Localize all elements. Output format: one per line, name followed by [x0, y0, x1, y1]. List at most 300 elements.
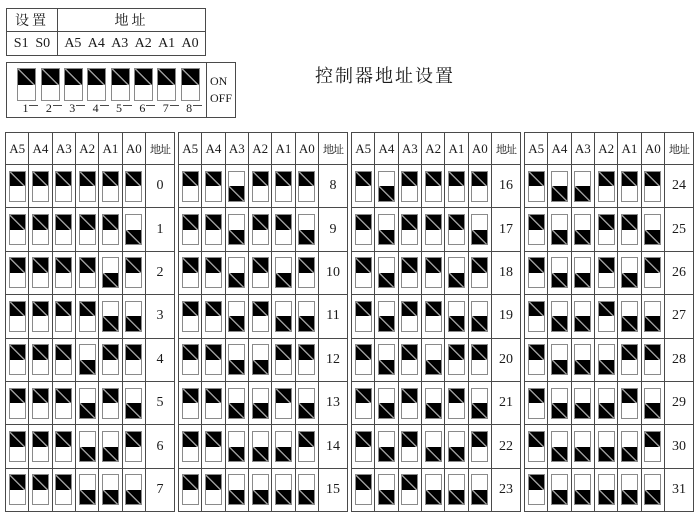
switch-glyph — [644, 388, 661, 419]
switch-cell — [202, 382, 225, 425]
switch-cell — [572, 425, 595, 468]
switch-fill — [552, 490, 567, 505]
switch-cell — [595, 165, 618, 208]
switch-glyph — [79, 257, 96, 288]
switch-cell — [296, 469, 319, 512]
switch-cell — [296, 382, 319, 425]
switch-cell — [618, 165, 641, 208]
switch-cell — [76, 165, 99, 208]
switch-cell — [445, 469, 468, 512]
switch-glyph — [355, 431, 372, 462]
switch-glyph — [79, 388, 96, 419]
switch-fill — [229, 360, 244, 375]
switch-fill — [472, 432, 487, 447]
column-header: A5 — [352, 133, 375, 165]
switch-glyph — [528, 474, 545, 505]
switch-cell — [618, 425, 641, 468]
switch-cell — [99, 469, 122, 512]
switch-fill — [229, 447, 244, 462]
switch-glyph — [425, 474, 442, 505]
switch-cell — [352, 252, 375, 295]
address-value: 25 — [665, 208, 694, 251]
switch-fill — [253, 360, 268, 375]
switch-cell — [202, 469, 225, 512]
switch-cell — [352, 339, 375, 382]
address-value: 1 — [146, 208, 175, 251]
switch-glyph — [102, 388, 119, 419]
switch-glyph — [32, 171, 49, 202]
switch-fill — [276, 316, 291, 331]
column-header: A1 — [445, 133, 468, 165]
switch-cell — [422, 469, 445, 512]
address-value: 2 — [146, 252, 175, 295]
switch-glyph — [378, 344, 395, 375]
switch-cell — [6, 382, 29, 425]
switch-cell — [375, 425, 398, 468]
dip-switch-unit — [132, 68, 155, 115]
switch-fill — [379, 186, 394, 201]
switch-fill — [276, 172, 291, 187]
switch-fill — [276, 345, 291, 360]
switch-glyph — [102, 214, 119, 245]
switch-cell — [642, 252, 665, 295]
switch-number-row — [85, 102, 108, 115]
switch-fill — [10, 475, 25, 490]
switch-fill — [182, 69, 199, 85]
switch-fill — [299, 258, 314, 273]
switch-glyph — [598, 344, 615, 375]
switch-glyph — [79, 344, 96, 375]
switch-cell — [642, 165, 665, 208]
switch-glyph — [9, 171, 26, 202]
switch-glyph — [55, 474, 72, 505]
switch-fill — [206, 172, 221, 187]
switch-cell — [595, 252, 618, 295]
switch-number-row — [179, 102, 202, 115]
switch-glyph — [298, 301, 315, 332]
switch-cell — [525, 295, 548, 338]
switch-fill — [645, 345, 660, 360]
switch-glyph — [125, 388, 142, 419]
switch-glyph — [228, 344, 245, 375]
switch-glyph — [621, 474, 638, 505]
dip-switch-unit — [85, 68, 108, 115]
switch-cell — [399, 295, 422, 338]
switch-glyph — [471, 344, 488, 375]
address-value: 9 — [319, 208, 348, 251]
dip-switch-unit — [38, 68, 61, 115]
switch-cell — [76, 339, 99, 382]
switch-glyph — [102, 257, 119, 288]
switch-glyph — [102, 344, 119, 375]
switch-cell — [572, 208, 595, 251]
switch-glyph — [228, 214, 245, 245]
switch-fill — [229, 316, 244, 331]
switch-cell — [399, 425, 422, 468]
column-header: A0 — [469, 133, 492, 165]
switch-glyph — [228, 171, 245, 202]
switch-fill — [229, 403, 244, 418]
address-value: 19 — [492, 295, 521, 338]
switch-fill — [379, 403, 394, 418]
switch-fill — [103, 316, 118, 331]
switch-glyph — [9, 344, 26, 375]
switch-cell — [123, 208, 146, 251]
switch-cell — [296, 339, 319, 382]
switch-cell — [202, 425, 225, 468]
switch-glyph — [9, 431, 26, 462]
switch-cell — [572, 469, 595, 512]
column-header: A4 — [375, 133, 398, 165]
switch-cell — [249, 469, 272, 512]
switch-cell — [226, 208, 249, 251]
switch-fill — [103, 345, 118, 360]
switch-fill — [33, 258, 48, 273]
switch-glyph — [378, 171, 395, 202]
on-off-labels — [206, 63, 235, 117]
switch-glyph — [621, 257, 638, 288]
switch-glyph — [298, 257, 315, 288]
switch-fill — [299, 490, 314, 505]
switch-fill — [253, 215, 268, 230]
switch-glyph — [551, 388, 568, 419]
switch-cell — [469, 252, 492, 295]
switch-glyph — [598, 431, 615, 462]
switch-glyph — [574, 431, 591, 462]
switch-fill — [80, 215, 95, 230]
switch-cell — [572, 295, 595, 338]
address-value: 16 — [492, 165, 521, 208]
switch-fill — [206, 302, 221, 317]
switch-glyph — [228, 257, 245, 288]
switch-fill — [253, 172, 268, 187]
switch-glyph — [125, 344, 142, 375]
address-grid — [5, 132, 694, 512]
switch-fill — [253, 490, 268, 505]
switch-glyph — [355, 301, 372, 332]
switch-glyph — [79, 214, 96, 245]
switch-glyph — [125, 474, 142, 505]
switch-glyph — [574, 171, 591, 202]
switch-glyph — [528, 344, 545, 375]
switch-glyph — [355, 257, 372, 288]
switch-glyph — [378, 431, 395, 462]
switch-fill — [449, 490, 464, 505]
address-value: 12 — [319, 339, 348, 382]
switch-fill — [229, 230, 244, 245]
column-header: A5 — [525, 133, 548, 165]
address-value: 23 — [492, 469, 521, 512]
switch-fill — [126, 230, 141, 245]
switch-cell — [445, 425, 468, 468]
switch-number-row — [109, 102, 132, 115]
switch-cell — [249, 339, 272, 382]
switch-cell — [352, 295, 375, 338]
switch-glyph — [598, 388, 615, 419]
switch-fill — [299, 345, 314, 360]
switch-fill — [80, 490, 95, 505]
switch-glyph — [228, 431, 245, 462]
switch-fill — [33, 345, 48, 360]
dip-switch-unit — [179, 68, 202, 115]
switch-cell — [202, 252, 225, 295]
switch-glyph — [551, 344, 568, 375]
switch-fill — [80, 403, 95, 418]
switch-glyph — [448, 171, 465, 202]
address-pin-label: A3 — [111, 35, 129, 51]
switch-fill — [126, 490, 141, 505]
column-header: A3 — [53, 133, 76, 165]
switch-cell — [618, 208, 641, 251]
switch-fill — [33, 172, 48, 187]
switch-cell — [548, 165, 571, 208]
switch-cell — [548, 339, 571, 382]
switch-glyph — [425, 214, 442, 245]
switch-cell — [375, 252, 398, 295]
switch-glyph — [528, 257, 545, 288]
switch-fill — [112, 69, 129, 85]
address-column-header: 地址 — [319, 133, 348, 165]
switch-fill — [126, 316, 141, 331]
switch-fill — [206, 432, 221, 447]
switch-fill — [402, 258, 417, 273]
switch-cell — [249, 252, 272, 295]
switch-glyph — [125, 257, 142, 288]
address-value: 30 — [665, 425, 694, 468]
address-pin-label: A4 — [87, 35, 105, 51]
switch-cell — [226, 165, 249, 208]
address-value: 28 — [665, 339, 694, 382]
switch-glyph — [378, 474, 395, 505]
settings-pin-label: S1 — [13, 35, 29, 51]
switch-glyph — [102, 301, 119, 332]
switch-cell — [296, 208, 319, 251]
switch-fill — [622, 490, 637, 505]
switch-cell — [179, 469, 202, 512]
address-value: 11 — [319, 295, 348, 338]
switch-fill — [356, 172, 371, 187]
switch-glyph — [32, 431, 49, 462]
switch-fill — [645, 490, 660, 505]
legend-table — [6, 8, 206, 56]
switch-cell — [29, 208, 52, 251]
switch-cell — [6, 469, 29, 512]
column-header: A1 — [272, 133, 295, 165]
switch-number: 2 — [45, 101, 52, 115]
switch-glyph — [425, 257, 442, 288]
switch-fill — [426, 490, 441, 505]
switch-fill — [426, 172, 441, 187]
switch-fill — [575, 186, 590, 201]
switch-glyph — [9, 474, 26, 505]
switch-cell — [595, 382, 618, 425]
switch-cell — [399, 208, 422, 251]
switch-fill — [135, 69, 152, 85]
switch-glyph — [205, 257, 222, 288]
column-header: A4 — [202, 133, 225, 165]
switch-fill — [402, 389, 417, 404]
switch-fill — [449, 389, 464, 404]
column-header: A2 — [76, 133, 99, 165]
switch-fill — [356, 432, 371, 447]
switch-glyph — [252, 301, 269, 332]
switch-fill — [299, 432, 314, 447]
switch-fill — [356, 258, 371, 273]
switch-fill — [10, 258, 25, 273]
switch-fill — [622, 172, 637, 187]
switch-fill — [10, 345, 25, 360]
switch-fill — [575, 316, 590, 331]
switch-cell — [422, 382, 445, 425]
switch-cell — [53, 208, 76, 251]
switch-glyph — [528, 171, 545, 202]
switch-cell — [29, 382, 52, 425]
switch-glyph — [574, 257, 591, 288]
switch-glyph — [621, 431, 638, 462]
switch-cell — [99, 252, 122, 295]
switch-cell — [525, 252, 548, 295]
switch-cell — [469, 382, 492, 425]
switch-cell — [595, 295, 618, 338]
switch-cell — [29, 425, 52, 468]
switch-fill — [402, 432, 417, 447]
switch-cell — [53, 295, 76, 338]
switch-cell — [572, 252, 595, 295]
switch-glyph — [401, 171, 418, 202]
column-header: A0 — [642, 133, 665, 165]
switch-fill — [402, 172, 417, 187]
switch-fill — [472, 490, 487, 505]
switch-cell — [272, 165, 295, 208]
switch-fill — [426, 403, 441, 418]
switch-glyph — [17, 68, 36, 101]
switch-number: 4 — [92, 101, 99, 115]
switch-fill — [10, 389, 25, 404]
switch-glyph — [621, 388, 638, 419]
switch-cell — [375, 208, 398, 251]
column-header: A5 — [6, 133, 29, 165]
switch-glyph — [182, 301, 199, 332]
switch-fill — [126, 403, 141, 418]
address-value: 20 — [492, 339, 521, 382]
switch-glyph — [448, 301, 465, 332]
switch-fill — [206, 215, 221, 230]
switch-cell — [469, 425, 492, 468]
switch-fill — [56, 345, 71, 360]
switch-cell — [6, 252, 29, 295]
number-tick-line — [53, 105, 62, 106]
switch-glyph — [298, 474, 315, 505]
switch-fill — [10, 302, 25, 317]
switch-cell — [123, 252, 146, 295]
switch-cell — [352, 425, 375, 468]
switch-glyph — [79, 301, 96, 332]
switch-fill — [126, 258, 141, 273]
switch-fill — [552, 316, 567, 331]
switch-fill — [299, 230, 314, 245]
switch-cell — [445, 295, 468, 338]
switch-glyph — [401, 214, 418, 245]
switch-glyph — [275, 171, 292, 202]
switch-cell — [123, 425, 146, 468]
switch-cell — [272, 382, 295, 425]
switch-glyph — [401, 431, 418, 462]
switch-glyph — [32, 214, 49, 245]
switch-glyph — [9, 388, 26, 419]
switch-glyph — [471, 214, 488, 245]
address-column-header: 地址 — [146, 133, 175, 165]
switch-cell — [572, 165, 595, 208]
switch-glyph — [125, 301, 142, 332]
address-value: 3 — [146, 295, 175, 338]
switch-fill — [529, 432, 544, 447]
switch-fill — [206, 389, 221, 404]
switch-cell — [642, 382, 665, 425]
switch-cell — [525, 382, 548, 425]
switch-cell — [445, 382, 468, 425]
switch-fill — [472, 172, 487, 187]
switch-glyph — [134, 68, 153, 101]
switch-fill — [103, 447, 118, 462]
switch-fill — [426, 258, 441, 273]
switch-fill — [529, 475, 544, 490]
switch-glyph — [79, 431, 96, 462]
address-value: 27 — [665, 295, 694, 338]
switch-fill — [379, 316, 394, 331]
switch-fill — [276, 273, 291, 288]
switch-fill — [645, 316, 660, 331]
switch-cell — [642, 469, 665, 512]
switch-glyph — [355, 214, 372, 245]
switch-glyph — [298, 388, 315, 419]
switch-glyph — [205, 431, 222, 462]
switch-cell — [525, 165, 548, 208]
switch-fill — [206, 258, 221, 273]
switch-glyph — [598, 301, 615, 332]
switch-glyph — [574, 388, 591, 419]
number-tick-line — [76, 105, 85, 106]
switch-glyph — [401, 301, 418, 332]
switch-fill — [80, 447, 95, 462]
legend-address-header: 地址 — [58, 9, 205, 32]
switch-cell — [595, 469, 618, 512]
switch-fill — [379, 360, 394, 375]
switch-fill — [158, 69, 175, 85]
address-value: 21 — [492, 382, 521, 425]
switch-glyph — [551, 257, 568, 288]
dip-switch-unit — [155, 68, 178, 115]
switch-glyph — [275, 257, 292, 288]
switch-glyph — [205, 474, 222, 505]
switch-cell — [422, 208, 445, 251]
switch-fill — [449, 316, 464, 331]
switch-fill — [552, 273, 567, 288]
switch-fill — [645, 432, 660, 447]
switch-fill — [56, 302, 71, 317]
switch-fill — [575, 360, 590, 375]
switch-fill — [103, 172, 118, 187]
switch-glyph — [298, 214, 315, 245]
switch-cell — [642, 208, 665, 251]
switch-glyph — [111, 68, 130, 101]
switch-cell — [6, 425, 29, 468]
switch-fill — [80, 302, 95, 317]
column-header: A3 — [572, 133, 595, 165]
switch-cell — [226, 295, 249, 338]
switch-cell — [249, 425, 272, 468]
switch-glyph — [205, 344, 222, 375]
switch-cell — [375, 382, 398, 425]
